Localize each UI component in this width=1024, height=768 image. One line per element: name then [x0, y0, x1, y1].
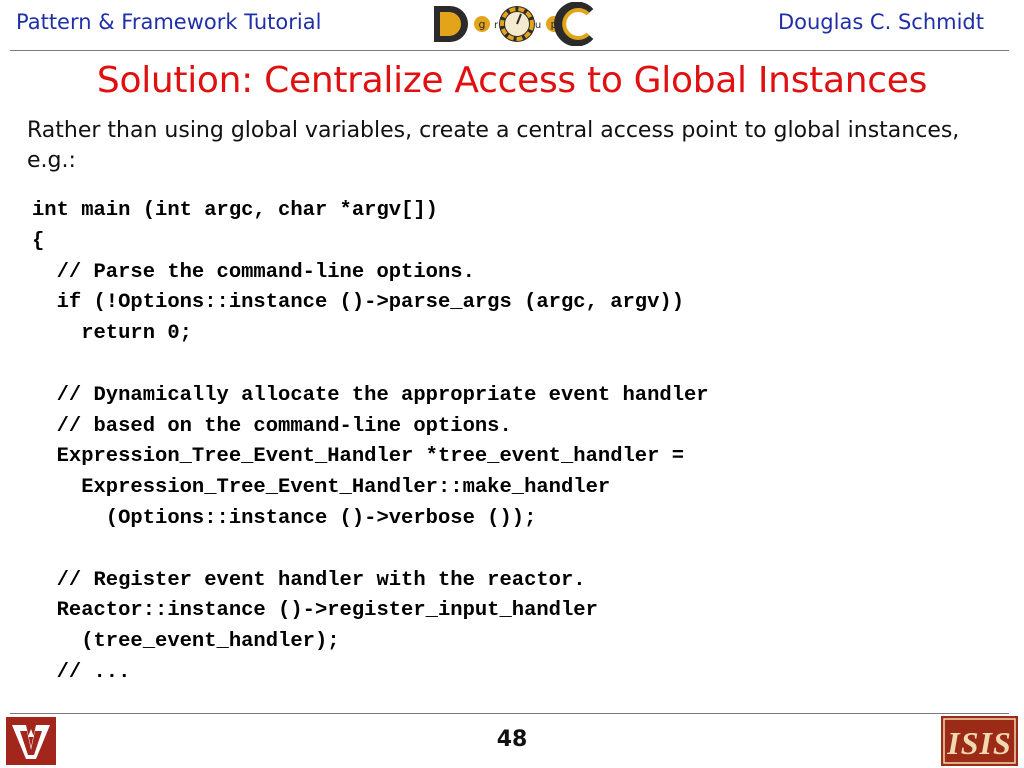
- code-block: [32, 196, 992, 689]
- code-line: Expression_Tree_Event_Handler *tree_event_handler =: [32, 445, 685, 469]
- code-line: Expression_Tree_Event_Handler::make_handler: [32, 476, 611, 500]
- code-line: return 0;: [32, 322, 192, 346]
- code-line: // ...: [32, 660, 131, 684]
- code-line: // Parse the command-line options.: [32, 260, 475, 284]
- svg-text:g: g: [478, 18, 486, 31]
- code-line: if (!Options::instance ()->parse_args (argc, argv)): [32, 291, 685, 315]
- header-divider: [10, 50, 1009, 51]
- doc-group-logo-icon: [430, 2, 595, 46]
- header-author: Douglas C. Schmidt: [777, 10, 984, 34]
- page-number: 48: [496, 727, 528, 752]
- code-line: int main (int argc, char *argv[]): [32, 199, 438, 222]
- code-line: (Options::instance ()->verbose ());: [32, 506, 537, 530]
- svg-text:r: r: [493, 20, 499, 31]
- footer-divider: [10, 713, 1009, 714]
- header-course-title: Pattern & Framework Tutorial: [16, 10, 322, 34]
- code-line: // Dynamically allocate the appropriate event handler: [32, 383, 709, 407]
- slide-intro-text: Rather than using global variables, create a central access point to global instances, e.g.:: [27, 118, 960, 173]
- code-line: // Register event handler with the reactor.: [32, 568, 586, 592]
- svg-text:ISIS: ISIS: [947, 725, 1012, 761]
- code-line: [32, 535, 992, 566]
- slide-title: Solution: Centralize Access to Global Instances: [96, 60, 928, 101]
- code-line: [32, 350, 992, 381]
- code-line: {: [32, 229, 45, 253]
- code-line: Reactor::instance ()->register_input_handler: [32, 599, 598, 623]
- svg-text:u: u: [534, 20, 542, 31]
- svg-text:p: p: [550, 18, 558, 31]
- code-line: (tree_event_handler);: [32, 630, 340, 654]
- code-line: // based on the command-line options.: [32, 414, 512, 438]
- isis-logo-icon: [941, 716, 1018, 766]
